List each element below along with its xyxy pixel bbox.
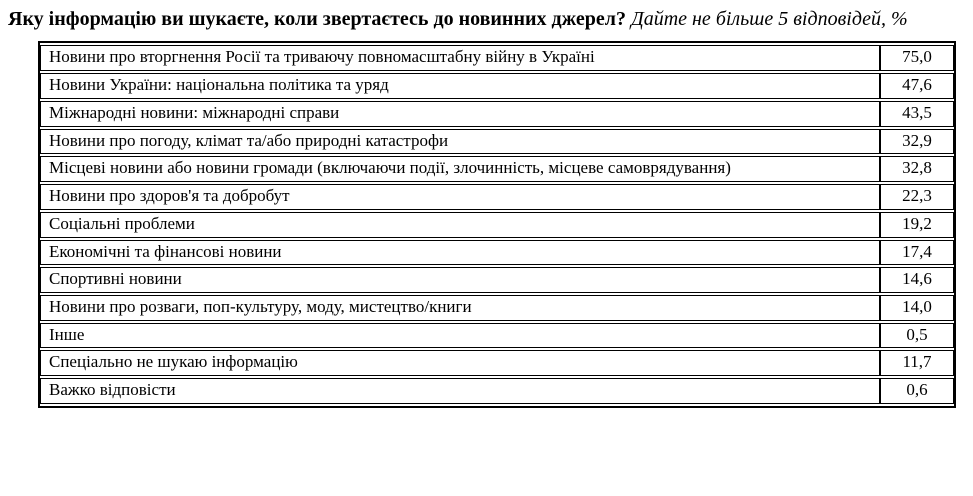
answer-value: 19,2 [880, 212, 954, 238]
answer-value: 17,4 [880, 240, 954, 266]
table-row [40, 267, 954, 293]
answer-label: Новини про вторгнення Росії та триваючу повномасштабну війну в Україні [40, 45, 880, 71]
table-row [40, 184, 954, 210]
answer-value: 43,5 [880, 101, 954, 127]
answer-label: Місцеві новини або новини громади (включаючи події, злочинність, місцеве самоврядування) [40, 156, 880, 182]
answer-value: 14,6 [880, 267, 954, 293]
table-row [40, 129, 954, 155]
table-row [40, 350, 954, 376]
table-row [40, 156, 954, 182]
answer-value: 0,6 [880, 378, 954, 404]
answer-label: Спортивні новини [40, 267, 880, 293]
answer-label: Економічні та фінансові новини [40, 240, 880, 266]
table-row [40, 295, 954, 321]
question-note: Дайте не більше 5 відповідей, % [630, 8, 908, 30]
answer-value: 14,0 [880, 295, 954, 321]
answer-label: Спеціально не шукаю інформацію [40, 350, 880, 376]
answer-label: Новини України: національна політика та уряд [40, 73, 880, 99]
answer-label: Новини про розваги, поп-культуру, моду, мистецтво/книги [40, 295, 880, 321]
table-row [40, 323, 954, 349]
table-row [40, 240, 954, 266]
table-row [40, 45, 954, 71]
answer-value: 0,5 [880, 323, 954, 349]
answer-label: Міжнародні новини: міжнародні справи [40, 101, 880, 127]
answer-label: Новини про погоду, клімат та/або природні катастрофи [40, 129, 880, 155]
results-table-body [40, 45, 954, 404]
table-row [40, 378, 954, 404]
answer-label: Інше [40, 323, 880, 349]
answer-label: Новини про здоров'я та добробут [40, 184, 880, 210]
answer-label: Важко відповісти [40, 378, 880, 404]
answer-value: 32,9 [880, 129, 954, 155]
answer-value: 22,3 [880, 184, 954, 210]
table-row [40, 101, 954, 127]
results-table [38, 41, 956, 408]
answer-value: 32,8 [880, 156, 954, 182]
question-title-block [8, 6, 953, 32]
table-row [40, 212, 954, 238]
answer-value: 75,0 [880, 45, 954, 71]
answer-value: 11,7 [880, 350, 954, 376]
answer-value: 47,6 [880, 73, 954, 99]
question-title: Яку інформацію ви шукаєте, коли звертаєтесь до новинних джерел? [8, 8, 626, 30]
answer-label: Соціальні проблеми [40, 212, 880, 238]
table-row [40, 73, 954, 99]
